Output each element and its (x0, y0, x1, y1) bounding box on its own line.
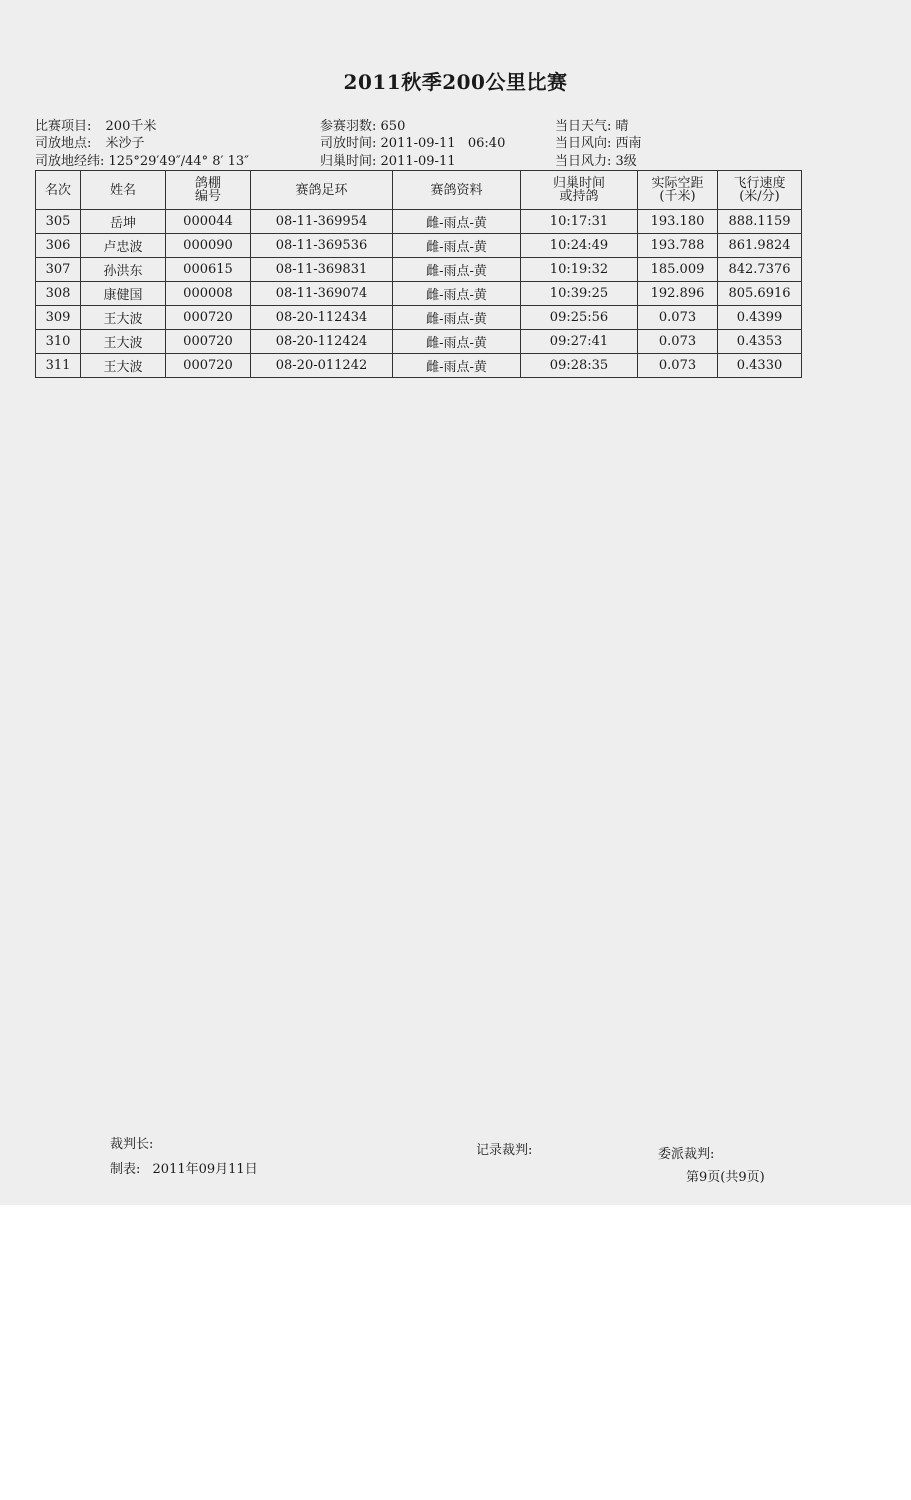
wind-direction-label: 当日风向: (555, 136, 612, 151)
cell-name: 王大波 (81, 354, 166, 378)
cell-ring: 08-11-369074 (251, 282, 393, 306)
wind-direction-value: 西南 (615, 136, 642, 151)
appointed-judge-label: 委派裁判: (658, 1147, 715, 1162)
cell-distance: 193.180 (638, 210, 718, 234)
event-value: 200千米 (105, 119, 157, 134)
cell-loft: 000615 (166, 258, 251, 282)
cell-distance: 0.073 (638, 330, 718, 354)
place-label: 司放地点: (35, 136, 92, 151)
cell-speed: 842.7376 (718, 258, 802, 282)
cell-rank: 308 (36, 282, 81, 306)
header-loft (166, 171, 251, 210)
table-row (36, 354, 802, 378)
cell-ring: 08-20-112424 (251, 330, 393, 354)
cell-info: 雌-雨点-黄 (393, 354, 521, 378)
birds-value: 650 (380, 119, 406, 134)
cell-loft: 000720 (166, 330, 251, 354)
cell-rank: 309 (36, 306, 81, 330)
cell-distance: 192.896 (638, 282, 718, 306)
cell-speed: 888.1159 (718, 210, 802, 234)
results-table (35, 170, 802, 378)
cell-speed: 0.4353 (718, 330, 802, 354)
header-speed (718, 171, 802, 210)
header-info: 赛鸽资料 (393, 171, 521, 210)
place-info (35, 132, 145, 151)
cell-ring: 08-11-369536 (251, 234, 393, 258)
wind-direction-info (555, 132, 642, 151)
cell-ring: 08-20-112434 (251, 306, 393, 330)
table-row (36, 210, 802, 234)
cell-speed: 0.4330 (718, 354, 802, 378)
cell-rank: 311 (36, 354, 81, 378)
weather-label: 当日天气: (555, 119, 612, 134)
page-number: 第9页(共9页) (686, 1170, 765, 1185)
table-row (36, 258, 802, 282)
cell-loft: 000044 (166, 210, 251, 234)
prepared-label: 制表: (110, 1162, 141, 1177)
coords-label: 司放地经纬: (35, 154, 105, 169)
return-time-value: 2011-09-11 (380, 154, 456, 169)
cell-arrival: 10:19:32 (521, 258, 638, 282)
cell-info: 雌-雨点-黄 (393, 210, 521, 234)
cell-distance: 185.009 (638, 258, 718, 282)
cell-loft: 000720 (166, 306, 251, 330)
header-loft-line1: 鸽棚 (194, 176, 221, 191)
cell-arrival: 09:25:56 (521, 306, 638, 330)
cell-loft: 000008 (166, 282, 251, 306)
cell-arrival: 10:24:49 (521, 234, 638, 258)
cell-ring: 08-11-369831 (251, 258, 393, 282)
table-header-row (36, 171, 802, 210)
release-time-info (320, 132, 505, 151)
cell-name: 卢忠波 (81, 234, 166, 258)
header-distance-line1: 实际空距 (651, 176, 704, 191)
header-distance (638, 171, 718, 210)
cell-speed: 0.4399 (718, 306, 802, 330)
cell-speed: 805.6916 (718, 282, 802, 306)
birds-label: 参赛羽数: (320, 119, 377, 134)
cell-rank: 307 (36, 258, 81, 282)
table-row (36, 234, 802, 258)
cell-distance: 193.788 (638, 234, 718, 258)
header-arrival-line2: 或持鸽 (559, 189, 599, 204)
event-label: 比赛项目: (35, 119, 92, 134)
prepared-date: 2011年09月11日 (152, 1162, 258, 1177)
header-arrival-line1: 归巢时间 (552, 176, 605, 191)
coords-info (35, 150, 249, 169)
table-row (36, 282, 802, 306)
cell-rank: 310 (36, 330, 81, 354)
header-loft-line2: 编号 (194, 189, 221, 204)
release-time-value: 2011-09-11 06:40 (380, 136, 506, 151)
cell-distance: 0.073 (638, 354, 718, 378)
cell-rank: 306 (36, 234, 81, 258)
page-title: 2011秋季200公里比赛 (343, 70, 568, 94)
weather-value: 晴 (615, 119, 629, 134)
cell-loft: 000720 (166, 354, 251, 378)
header-arrival (521, 171, 638, 210)
return-time-label: 归巢时间: (320, 154, 377, 169)
cell-ring: 08-20-011242 (251, 354, 393, 378)
cell-info: 雌-雨点-黄 (393, 330, 521, 354)
wind-force-value: 3级 (615, 154, 637, 169)
header-ring: 赛鸽足环 (251, 171, 393, 210)
cell-name: 岳坤 (81, 210, 166, 234)
cell-arrival: 10:39:25 (521, 282, 638, 306)
coords-value: 125°29′49″/44° 8′ 13″ (108, 154, 250, 169)
cell-speed: 861.9824 (718, 234, 802, 258)
cell-arrival: 09:27:41 (521, 330, 638, 354)
cell-rank: 305 (36, 210, 81, 234)
cell-info: 雌-雨点-黄 (393, 234, 521, 258)
cell-distance: 0.073 (638, 306, 718, 330)
table-row (36, 306, 802, 330)
header-rank: 名次 (36, 171, 81, 210)
cell-info: 雌-雨点-黄 (393, 282, 521, 306)
cell-info: 雌-雨点-黄 (393, 258, 521, 282)
header-speed-line2: (米/分) (739, 189, 780, 204)
cell-name: 王大波 (81, 306, 166, 330)
cell-arrival: 10:17:31 (521, 210, 638, 234)
place-value: 米沙子 (105, 136, 145, 151)
header-name: 姓名 (81, 171, 166, 210)
prepared-info (110, 1158, 258, 1177)
header-distance-line2: (千米) (659, 189, 696, 204)
cell-name: 康健国 (81, 282, 166, 306)
table-row (36, 330, 802, 354)
cell-name: 孙洪东 (81, 258, 166, 282)
wind-force-label: 当日风力: (555, 154, 612, 169)
cell-info: 雌-雨点-黄 (393, 306, 521, 330)
record-judge-label: 记录裁判: (476, 1143, 533, 1158)
wind-force-info (555, 150, 637, 169)
release-time-label: 司放时间: (320, 136, 377, 151)
cell-arrival: 09:28:35 (521, 354, 638, 378)
cell-ring: 08-11-369954 (251, 210, 393, 234)
header-speed-line1: 飞行速度 (733, 176, 786, 191)
return-time-info (320, 150, 455, 169)
cell-name: 王大波 (81, 330, 166, 354)
cell-loft: 000090 (166, 234, 251, 258)
chief-judge-label: 裁判长: (110, 1137, 154, 1152)
